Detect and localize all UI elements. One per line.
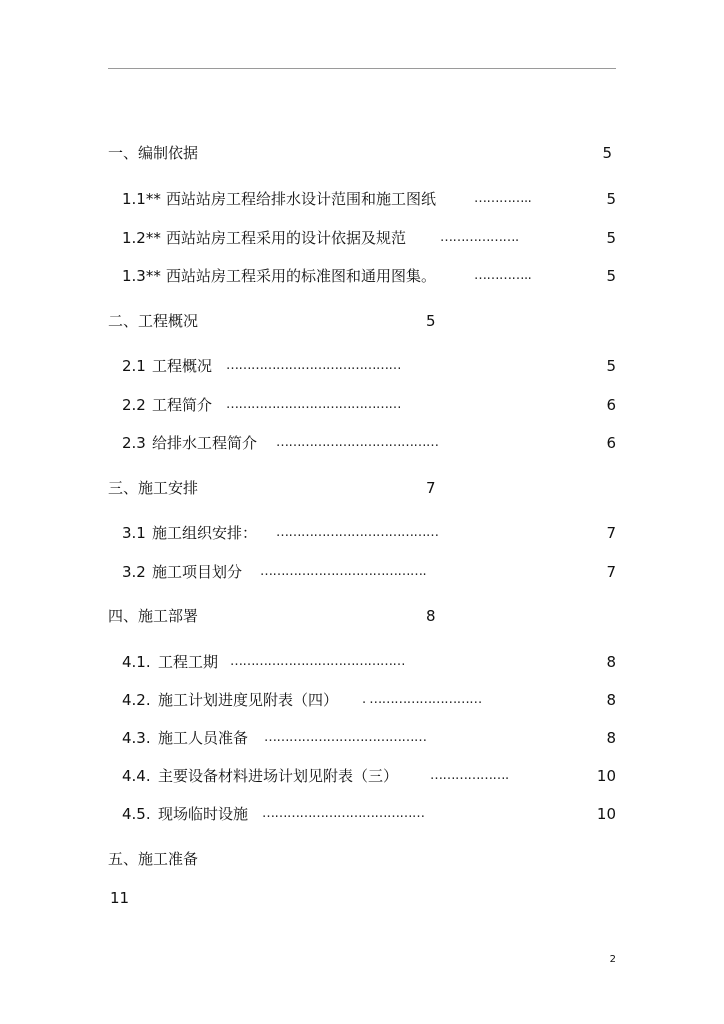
toc-page-number: 5 [602,144,612,162]
toc-page-number: 8 [606,653,616,671]
toc-page-number: 8 [426,607,436,625]
toc-page-number: 7 [606,563,616,581]
toc-title: 施工组织安排： [152,524,258,542]
header-rule [108,68,616,69]
toc-number: 2.1 [122,357,146,375]
toc-page-number: 5 [426,312,436,330]
toc-number: 1.1** [122,190,161,208]
toc-page-number: 11 [110,889,130,907]
toc-number: 4.2. [122,691,151,709]
toc-title: 给排水工程简介 [152,434,258,452]
toc-number: 4.1. [122,653,151,671]
toc-title: 工程工期 [158,653,219,671]
toc-page-number: 8 [606,691,616,709]
toc-title: 工程简介 [152,396,213,414]
toc-number: 1.2** [122,229,161,247]
toc-page-number: 5 [606,357,616,375]
toc-title: 施工人员准备 [158,729,249,747]
toc-number: 4.5. [122,805,151,823]
toc-page-number: 6 [606,396,616,414]
toc-leader: ………………. [430,768,509,783]
toc-leader: ………………………………… [276,435,439,450]
toc-leader: ………………………………… [276,525,439,540]
toc-leader: ………………. [440,230,519,245]
toc-page-number: 8 [606,729,616,747]
toc-title: 四、施工部署 [108,607,199,625]
toc-title: 三、施工安排 [108,479,199,497]
toc-number: 4.4. [122,767,151,785]
toc-title: 五、施工准备 [108,850,199,868]
toc-number: 4.3. [122,729,151,747]
toc-number: 3.2 [122,563,146,581]
toc-page-number: 5 [606,229,616,247]
toc-title: 一、编制依据 [108,144,199,162]
toc-page-number: 5 [606,190,616,208]
toc-leader: …………………………………… [226,358,401,373]
toc-number: 2.2 [122,396,146,414]
toc-number: 1.3** [122,267,161,285]
toc-number: 3.1 [122,524,146,542]
toc-leader: ………………………………… [264,730,427,745]
footer-page-number: 2 [609,954,616,965]
toc-title: 二、工程概况 [108,312,199,330]
toc-leader: …………………………………… [226,397,401,412]
toc-leader: ………………………………… [262,806,425,821]
toc-page-number: 10 [596,767,616,785]
toc-leader: . ……………………… [362,692,482,707]
toc-title: 现场临时设施 [158,805,249,823]
toc-title: 西站站房工程采用的设计依据及规范 [166,229,407,247]
toc-title: 西站站房工程给排水设计范围和施工图纸 [166,190,437,208]
toc-title: 施工计划进度见附表（四） [158,691,339,709]
toc-leader: ………….. [474,191,532,206]
toc-number: 2.3 [122,434,146,452]
toc-title: 施工项目划分 [152,563,243,581]
toc-leader: ………….. [474,268,532,283]
toc-title: 西站站房工程采用的标准图和通用图集。 [166,267,437,285]
toc-page-number: 7 [606,524,616,542]
toc-title: 工程概况 [152,357,213,375]
toc-leader: …………………………………… [230,654,405,669]
toc-page-number: 7 [426,479,436,497]
toc-page-number: 10 [596,805,616,823]
toc-title: 主要设备材料进场计划见附表（三） [158,767,399,785]
toc-page-number: 6 [606,434,616,452]
toc-leader: …………………………………. [260,564,427,579]
toc-page-number: 5 [606,267,616,285]
